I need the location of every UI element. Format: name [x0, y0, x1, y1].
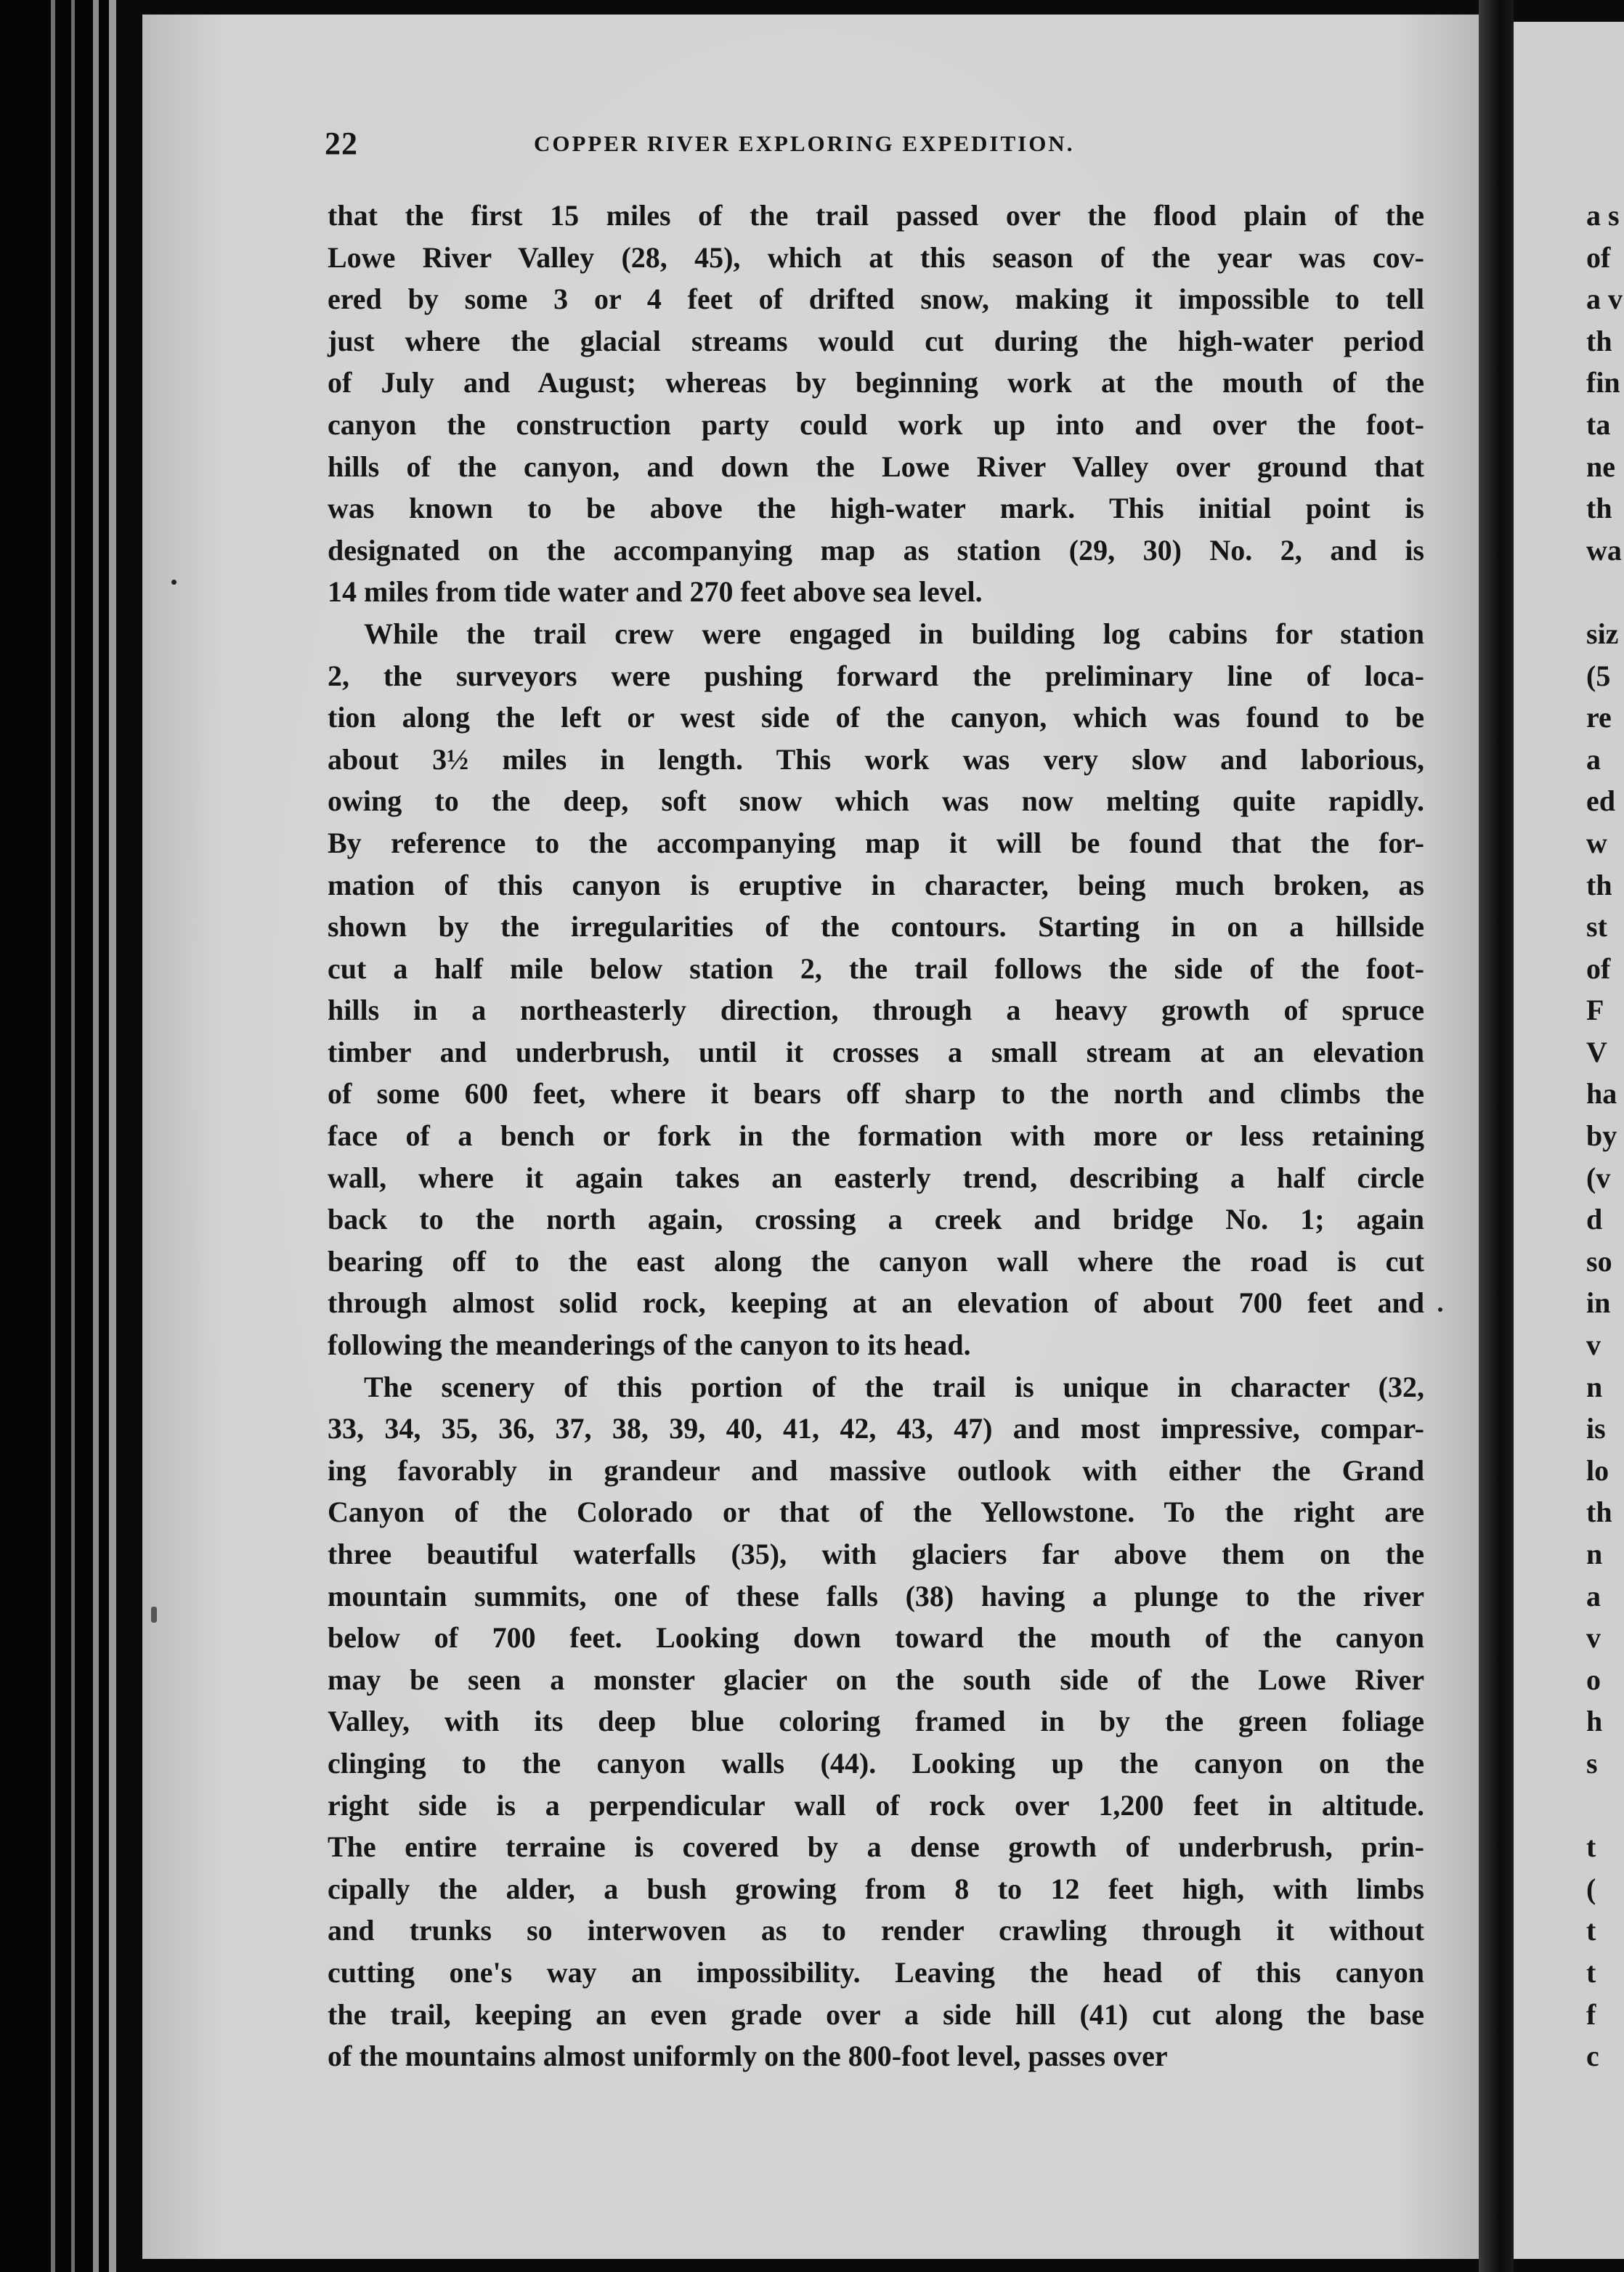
facing-text-fragment: h — [1586, 1705, 1603, 1738]
facing-text-fragment: a v — [1586, 283, 1623, 316]
facing-text-fragment: w — [1586, 826, 1607, 859]
facing-text-fragment: F — [1586, 994, 1604, 1027]
facing-text-fragment — [1586, 1785, 1624, 1827]
text-line: of July and August; whereas by beginning work at the mouth of the — [328, 366, 1424, 399]
edge-rule — [109, 0, 116, 2272]
facing-text-fragment: of — [1586, 952, 1611, 985]
text-line: By reference to the accompanying map it will be found that the for- — [328, 826, 1424, 859]
text-line: below of 700 feet. Looking down toward the mouth of the canyon — [328, 1621, 1424, 1655]
facing-text-fragment: in — [1586, 1286, 1611, 1320]
text-line: just where the glacial streams would cut during the high-water period — [328, 324, 1424, 357]
edge-rule — [51, 0, 55, 2272]
facing-text-fragment: t — [1586, 1830, 1596, 1864]
scan-speck — [151, 1607, 157, 1623]
facing-text-fragment: by — [1586, 1119, 1617, 1153]
text-line: ing favorably in grandeur and massive outlook with either the Grand — [328, 1453, 1424, 1487]
facing-text-fragment: of — [1586, 240, 1611, 274]
book-edge — [0, 0, 116, 2272]
text-line: clinging to the canyon walls (44). Looking up the canyon on the — [328, 1746, 1424, 1780]
facing-page-text — [1586, 195, 1624, 2077]
facing-text-fragment: V — [1586, 1035, 1607, 1068]
text-line: back to the north again, crossing a creek and bridge No. 1; again — [328, 1203, 1424, 1236]
facing-text-fragment: c — [1586, 2040, 1599, 2073]
edge-rule — [71, 0, 75, 2272]
text-line: 33, 34, 35, 36, 37, 38, 39, 40, 41, 42, 43, 47) and most impressive, compar- — [328, 1412, 1424, 1445]
facing-text-fragment: ne — [1586, 450, 1615, 483]
facing-text-fragment: s — [1586, 1746, 1598, 1780]
scan-speck — [1438, 1307, 1442, 1312]
text-line: canyon the construction party could work up into and over the foot- — [328, 407, 1424, 441]
facing-text-fragment: re — [1586, 701, 1612, 734]
text-line: timber and underbrush, until it crosses a small stream at an elevation — [328, 1035, 1424, 1068]
text-line: Lowe River Valley (28, 45), which at this season of the year was cov- — [328, 240, 1424, 274]
text-line: cut a half mile below station 2, the trail follows the side of the foot- — [328, 952, 1424, 985]
running-head: COPPER RIVER EXPLORING EXPEDITION. — [534, 131, 1075, 156]
scan-speck — [171, 580, 176, 585]
text-line: 14 miles from tide water and 270 feet above sea level. — [328, 575, 983, 609]
facing-text-fragment: fin — [1586, 366, 1620, 399]
text-line: hills in a northeasterly direction, through a heavy growth of spruce — [328, 994, 1424, 1027]
text-line: three beautiful waterfalls (35), with glaciers far above them on the — [328, 1538, 1424, 1570]
text-line: wall, where it again takes an easterly trend, describing a half circle — [328, 1161, 1424, 1194]
facing-text-fragment: v — [1586, 1621, 1601, 1655]
text-line: shown by the irregularities of the contours. Starting in on a hillside — [328, 910, 1424, 944]
page-number: 22 — [325, 126, 358, 161]
text-line: bearing off to the east along the canyon wall where the road is cut — [328, 1244, 1424, 1278]
facing-text-fragment: ed — [1586, 784, 1615, 818]
facing-text-fragment: (5 — [1586, 659, 1611, 692]
text-line: and trunks so interwoven as to render crawling through it without — [328, 1914, 1424, 1947]
facing-text-fragment: f — [1586, 1997, 1596, 2031]
text-line: Valley, with its deep blue coloring framed in by the green foliage — [328, 1705, 1424, 1738]
facing-text-fragment: st — [1586, 910, 1607, 944]
edge-rule — [93, 0, 99, 2272]
text-line: hills of the canyon, and down the Lowe River Valley over ground that — [328, 450, 1424, 483]
text-line: While the trail crew were engaged in building log cabins for station — [364, 617, 1424, 650]
facing-text-fragment: wa — [1586, 533, 1622, 567]
text-line: right side is a perpendicular wall of rock over 1,200 feet in altitude. — [328, 1788, 1424, 1822]
text-line: was known to be above the high-water mark. This initial point is — [328, 492, 1424, 525]
text-line: about 3½ miles in length. This work was very slow and laborious, — [328, 742, 1424, 776]
body-text — [328, 195, 1424, 2077]
facing-text-fragment: th — [1586, 868, 1612, 901]
text-line: following the meanderings of the canyon to its head. — [328, 1328, 971, 1362]
facing-text-fragment: t — [1586, 1955, 1596, 1989]
facing-text-fragment: th — [1586, 1496, 1612, 1529]
facing-text-fragment: ta — [1586, 407, 1611, 441]
facing-text-fragment: so — [1586, 1244, 1612, 1278]
text-line: through almost solid rock, keeping at an elevation of about 700 feet and — [328, 1286, 1424, 1320]
facing-text-fragment: o — [1586, 1663, 1601, 1696]
text-line: mation of this canyon is eruptive in character, being much broken, as — [328, 868, 1424, 901]
text-line: that the first 15 miles of the trail passed over the flood plain of the — [328, 199, 1424, 232]
facing-text-fragment — [1586, 571, 1624, 613]
text-line: face of a bench or fork in the formation with more or less retaining — [328, 1119, 1424, 1153]
facing-text-fragment: th — [1586, 492, 1612, 525]
facing-text-fragment: a — [1586, 1579, 1601, 1612]
facing-text-fragment: t — [1586, 1914, 1596, 1947]
facing-text-fragment: n — [1586, 1538, 1603, 1570]
text-line: of some 600 feet, where it bears off sharp to the north and climbs the — [328, 1077, 1424, 1111]
text-line: tion along the left or west side of the canyon, which was found to be — [328, 701, 1424, 734]
facing-text-fragment: is — [1586, 1412, 1606, 1445]
facing-text-fragment: lo — [1586, 1453, 1609, 1487]
facing-text-fragment: a — [1586, 742, 1601, 776]
text-line: mountain summits, one of these falls (38) having a plunge to the river — [328, 1579, 1424, 1612]
facing-text-fragment: d — [1586, 1203, 1603, 1236]
text-line: designated on the accompanying map as station (29, 30) No. 2, and is — [328, 533, 1424, 567]
facing-text-fragment: (v — [1586, 1161, 1611, 1194]
text-line: 2, the surveyors were pushing forward the preliminary line of loca- — [328, 659, 1424, 692]
facing-text-fragment: a s — [1586, 199, 1620, 232]
facing-text-fragment: ( — [1586, 1872, 1596, 1905]
text-line: Canyon of the Colorado or that of the Yellowstone. To the right are — [328, 1496, 1424, 1529]
text-line: the trail, keeping an even grade over a side hill (41) cut along the base — [328, 1997, 1424, 2031]
facing-text-fragment: v — [1586, 1328, 1601, 1362]
text-line: cutting one's way an impossibility. Leaving the head of this canyon — [328, 1955, 1424, 1989]
text-line: ered by some 3 or 4 feet of drifted snow, making it impossible to tell — [328, 283, 1424, 316]
text-line: of the mountains almost uniformly on the 800-foot level, passes over — [328, 2040, 1168, 2073]
facing-text-fragment: th — [1586, 324, 1612, 357]
text-line: The scenery of this portion of the trail is unique in character (32, — [364, 1370, 1424, 1403]
text-line: The entire terraine is covered by a dense growth of underbrush, prin- — [328, 1830, 1424, 1864]
facing-text-fragment: siz — [1586, 617, 1619, 650]
text-line: cipally the alder, a bush growing from 8 to 12 feet high, with limbs — [328, 1872, 1424, 1905]
text-line: owing to the deep, soft snow which was now melting quite rapidly. — [328, 784, 1424, 818]
facing-text-fragment: n — [1586, 1370, 1603, 1403]
facing-text-fragment: ha — [1586, 1077, 1617, 1111]
page-header — [325, 125, 1429, 169]
gutter — [1479, 0, 1514, 2272]
text-line: may be seen a monster glacier on the south side of the Lowe River — [328, 1663, 1424, 1696]
